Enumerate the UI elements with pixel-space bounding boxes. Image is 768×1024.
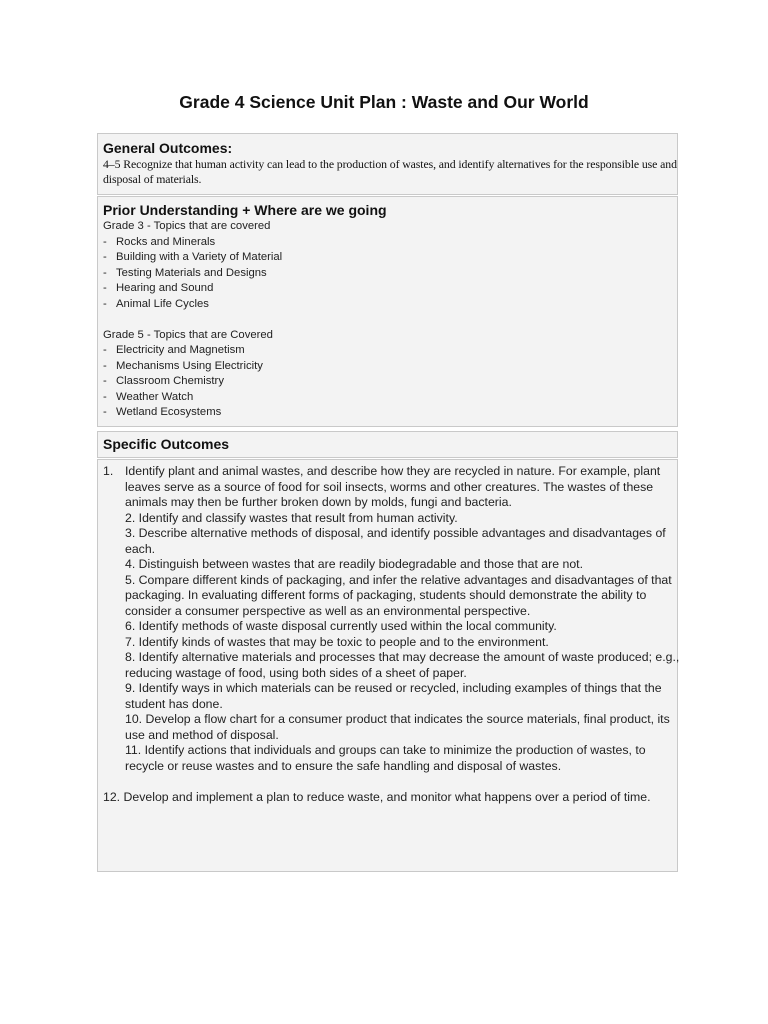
list-item: - Testing Materials and Designs: [103, 266, 267, 279]
list-item: 4. Distinguish between wastes that are readily biodegradable and those that are not.: [125, 557, 584, 571]
prior-understanding-box: [97, 196, 678, 427]
list-item: - Hearing and Sound: [103, 282, 214, 294]
list-item: - Wetland Ecosystems: [103, 406, 222, 418]
specific-outcomes-list: [103, 464, 680, 805]
list-item: - Building with a Variety of Material: [103, 251, 283, 263]
list-item: - Animal Life Cycles: [103, 297, 209, 310]
specific-outcomes-box: [97, 459, 678, 872]
list-item: 10. Develop a flow chart for a consumer product that indicates the source materials, final product, its use and method of disposal.: [125, 712, 670, 742]
specific-outcomes-heading: Specific Outcomes: [103, 436, 230, 452]
list-item: 8. Identify alternative materials and processes that may decrease the amount of waste produced; e.g., reducing wastage of food, using both sides of a sheet of paper.: [125, 650, 680, 680]
general-outcomes-text: 4–5 Recognize that human activity can lead to the production of wastes, and identify alternatives for the responsible use and disposal of materials.: [103, 157, 677, 186]
grade3-label: Grade 3 - Topics that are covered: [103, 220, 271, 232]
list-item: 6. Identify methods of waste disposal currently used within the local community.: [125, 619, 557, 633]
list-item: - Electricity and Magnetism: [103, 344, 245, 356]
specific-outcomes-header-box: [97, 431, 678, 458]
general-outcomes-heading: General Outcomes:: [103, 140, 233, 156]
list-item: 3. Describe alternative methods of disposal, and identify possible advantages and disadvantages of each.: [125, 526, 666, 556]
topics-list: [103, 219, 677, 421]
list-item: 5. Compare different kinds of packaging, and infer the relative advantages and disadvantages of that packaging. In evaluating different forms of packaging, students should demonstrate the ability to consider a consumer perspective as well as an environmental perspective.: [125, 572, 672, 618]
page-title: Grade 4 Science Unit Plan : Waste and Our World: [179, 92, 589, 112]
list-item: - Mechanisms Using Electricity: [103, 359, 263, 372]
list-item: - Rocks and Minerals: [103, 235, 216, 248]
list-item: 9. Identify ways in which materials can be reused or recycled, including examples of things that the student has done.: [125, 681, 662, 711]
prior-understanding-heading: Prior Understanding + Where are we going: [103, 202, 387, 218]
list-item: 7. Identify kinds of wastes that may be toxic to people and to the environment.: [125, 634, 549, 649]
list-item: - Weather Watch: [103, 390, 194, 403]
list-item: 12. Develop and implement a plan to reduce waste, and monitor what happens over a period of time.: [103, 789, 651, 804]
list-item: 1. Identify plant and animal wastes, and describe how they are recycled in nature. For example, plant leaves serve as a source of food for soil insects, worms and other creatures. The wastes of these animals may then be further broken down by molds, fungi and bacteria.: [103, 464, 661, 509]
list-item: 2. Identify and classify wastes that result from human activity.: [125, 510, 458, 525]
general-outcomes-box: [97, 133, 678, 195]
list-item: - Classroom Chemistry: [103, 375, 224, 387]
list-item: 11. Identify actions that individuals and groups can take to minimize the production of wastes, to recycle or reuse wastes and to ensure the safe handling and disposal of wastes.: [125, 743, 646, 773]
grade5-label: Grade 5 - Topics that are Covered: [103, 328, 273, 341]
